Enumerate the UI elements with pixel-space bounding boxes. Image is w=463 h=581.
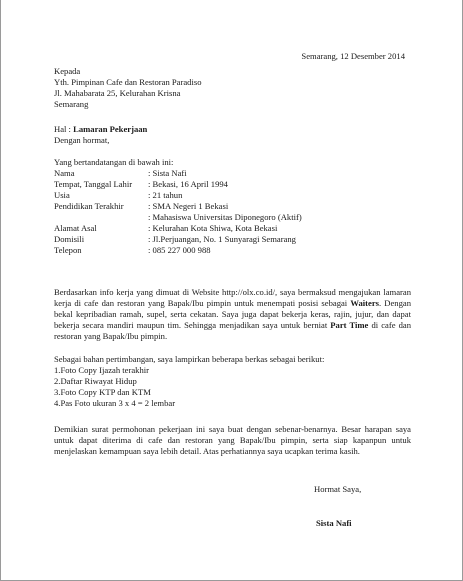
attachment-item: 1.Foto Copy Ijazah terakhir	[54, 365, 149, 375]
closing-paragraph: Demikian surat permohonan pekerjaan ini saya buat dengan sebenar-benarnya. Besar harapan saya untuk dapat diterima di cafe dan restoran yang Bapak/Ibu pimpin, serta siap kapanpun untuk menjelaskan kemampuan saya lebih detail. Atas perhatiannya saya ucapkan terima kasih.	[54, 424, 411, 456]
identity-row	[54, 245, 411, 256]
subject-line	[54, 124, 411, 135]
recipient-line: Jl. Mahabarata 25, Kelurahan Krisna	[54, 88, 181, 98]
attachments-paragraph	[54, 354, 411, 409]
identity-row	[54, 190, 411, 201]
identity-row	[54, 234, 411, 245]
identity-value: : 085 227 000 988	[148, 245, 211, 255]
identity-row	[54, 212, 411, 223]
identity-value: : Bekasi, 16 April 1994	[148, 179, 228, 189]
letter-date: Semarang, 12 Desember 2014	[301, 51, 405, 61]
identity-value: : SMA Negeri 1 Bekasi	[148, 201, 229, 211]
identity-value: : Sista Nafi	[148, 168, 187, 178]
attachment-item: 3.Foto Copy KTP dan KTM	[54, 387, 151, 397]
identity-label	[54, 212, 148, 223]
paragraph-text: di cafe dan restoran yang Bapak/Ibu pimpin.	[54, 320, 411, 341]
subject-value: Lamaran Pekerjaan	[73, 124, 148, 134]
subject-label: Hal :	[54, 124, 74, 134]
closing-salutation: Hormat Saya,	[314, 484, 362, 494]
identity-row	[54, 168, 411, 179]
position-name: Waiters	[350, 298, 379, 308]
attachments-intro: Sebagai bahan pertimbangan, saya lampirkan beberapa berkas sebagai berikut:	[54, 354, 325, 364]
identity-value: : Kelurahan Kota Shiwa, Kota Bekasi	[148, 223, 278, 233]
employment-type: Part Time	[330, 320, 369, 330]
recipient-line: Kepada	[54, 66, 81, 76]
identity-row	[54, 201, 411, 212]
recipient-line: Semarang	[54, 99, 89, 109]
identity-intro: Yang bertandatangan di bawah ini:	[54, 157, 174, 167]
identity-value: : Jl.Perjuangan, No. 1 Sunyaragi Semarang	[148, 234, 296, 244]
identity-label: Usia	[54, 190, 70, 200]
paragraph-text: Berdasarkan info kerja yang dimuat di Website http://olx.co.id/, saya bermaksud mengajukan lamaran kerja di cafe dan restoran yang Bapak/Ibu pimpin untuk menempati posisi sebagai	[54, 287, 411, 308]
identity-table	[54, 168, 411, 256]
greeting: Dengan hormat,	[54, 135, 110, 145]
identity-row	[54, 179, 411, 190]
attachment-item: 4.Pas Foto ukuran 3 x 4 = 2 lembar	[54, 398, 176, 408]
identity-label: Nama	[54, 168, 75, 178]
subject-block	[54, 124, 411, 146]
identity-label: Pendidikan Terakhir	[54, 201, 124, 211]
attachment-item: 2.Daftar Riwayat Hidup	[54, 376, 137, 386]
identity-label: Tempat, Tanggal Lahir	[54, 179, 133, 189]
application-paragraph	[54, 287, 411, 342]
recipient-address	[54, 66, 411, 110]
identity-label: Telepon	[54, 245, 82, 255]
identity-label: Domisili	[54, 234, 85, 244]
identity-row	[54, 223, 411, 234]
identity-value: : 21 tahun	[148, 190, 183, 200]
identity-value: : Mahasiswa Universitas Diponegoro (Aktif)	[148, 212, 302, 222]
signature-name: Sista Nafi	[316, 518, 352, 528]
recipient-line: Yth. Pimpinan Cafe dan Restoran Paradiso	[54, 77, 202, 87]
identity-label: Alamat Asal	[54, 223, 97, 233]
paragraph-text: . Dengan bekal kepribadian ramah, supel, serta cekatan. Saya juga dapat bekerja keras, rajin, jujur, dan dapat bekerja secara mandiri maupun tim. Sehingga menjadikan saya untuk berniat	[54, 298, 411, 330]
